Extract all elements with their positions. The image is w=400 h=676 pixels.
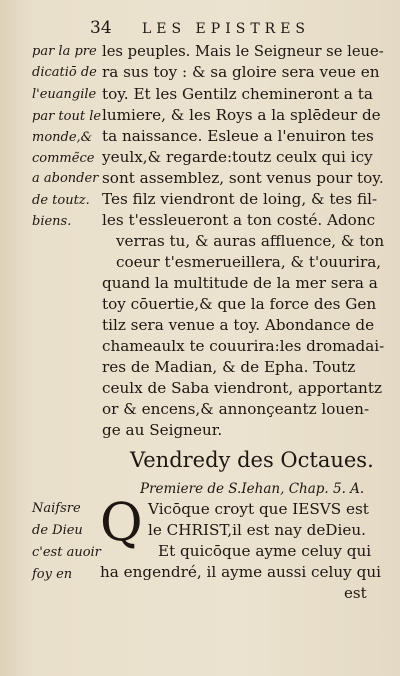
section-text-line: Vicōque croyt que IESVS est	[148, 500, 369, 518]
body-text-line: ceulx de Saba viendront, apportantz	[102, 379, 382, 397]
body-text-line: quand la multitude de la mer sera a	[102, 274, 378, 292]
margin-note: de toutz.	[32, 193, 90, 208]
body-text-line: ra sus toy : & sa gloire sera veue en	[102, 63, 380, 81]
page-number: 34	[90, 18, 112, 38]
running-title: LES EPISTRES	[142, 21, 311, 37]
margin-note: de Dieu	[32, 523, 83, 538]
margin-note: par tout le	[32, 109, 102, 124]
section-text-line: le CHRIST,il est nay deDieu.	[148, 521, 366, 539]
catchword: est	[344, 584, 367, 602]
body-text-line: chameaulx te couurira:les dromadai-	[102, 337, 385, 355]
margin-note: dicatiō de	[32, 65, 97, 80]
margin-note: par la pre	[32, 44, 97, 59]
body-text-line: coeur t'esmerueillera, & t'ouurira,	[116, 253, 382, 271]
margin-note: biens.	[32, 214, 72, 229]
section-text-line: Et quicōque ayme celuy qui	[158, 542, 372, 560]
margin-note: foy en	[32, 567, 73, 582]
margin-note: c'est auoir	[32, 545, 101, 560]
body-text-line: Tes filz viendront de loing, & tes fil-	[102, 190, 378, 208]
body-text-line: sont assemblez, sont venus pour toy.	[102, 169, 384, 187]
body-text-line: res de Madian, & de Epha. Toutz	[102, 358, 356, 376]
body-text-line: ge au Seigneur.	[102, 421, 223, 439]
page-header	[0, 16, 400, 40]
body-text-line: tilz sera venue a toy. Abondance de	[102, 316, 375, 334]
body-text-line: ta naissance. Esleue a l'enuiron tes	[102, 127, 374, 145]
margin-note: monde,&	[32, 130, 93, 145]
drop-cap: Q	[100, 493, 143, 553]
margin-note: l'euangile	[32, 87, 97, 102]
body-text-line: toy cōuertie,& que la force des Gen	[102, 295, 377, 313]
body-text-line: les peuples. Mais le Seigneur se leue-	[102, 42, 384, 60]
body-text-line: or & encens,& annonçeantz louen-	[102, 400, 370, 418]
section-heading: Vendredy des Octaues.	[130, 448, 374, 472]
margin-note: Naifsre	[32, 501, 81, 516]
section-text-line: ha engendré, il ayme aussi celuy qui	[100, 563, 381, 581]
body-text-line: yeulx,& regarde:toutz ceulx qui icy	[102, 148, 373, 166]
body-text-line: toy. Et les Gentilz chemineront a ta	[102, 85, 373, 103]
scripture-reference: Premiere de S.Iehan, Chap. 5. A.	[140, 481, 365, 497]
margin-note: commẽce	[32, 151, 95, 166]
body-text-line: les t'essleueront a ton costé. Adonc	[102, 211, 376, 229]
body-text-line: verras tu, & auras affluence, & ton	[116, 232, 385, 250]
body-text-line: lumiere, & les Roys a la splēdeur de	[102, 106, 381, 124]
margin-note: a abonder	[32, 171, 99, 186]
